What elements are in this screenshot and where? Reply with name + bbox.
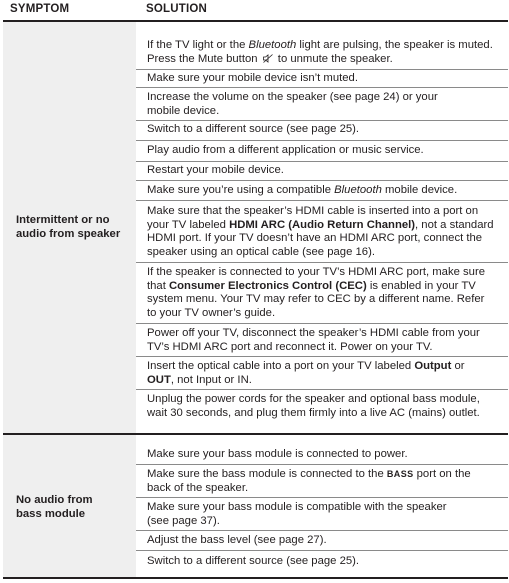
table-header: [0, 0, 509, 20]
solution-column-header: SOLUTION: [146, 3, 208, 15]
solution-item: Make sure you’re using a compatible Bluetooth mobile device.: [147, 184, 458, 196]
row-separator: [136, 530, 508, 531]
row-separator: [136, 464, 508, 465]
row-separator: [136, 87, 508, 88]
solution-item: Play audio from a different application or music service.: [147, 144, 424, 156]
symptom-cell-1: [3, 22, 136, 433]
symptom-cell-2: [3, 435, 136, 577]
solution-item: Adjust the bass level (see page 27).: [147, 534, 327, 546]
symptom-column-header: SYMPTOM: [10, 3, 70, 15]
row-separator: [136, 140, 508, 141]
row-separator: [136, 200, 508, 201]
solution-item: Power off your TV, disconnect the speaker’s HDMI cable from your TV’s HDMI ARC port and reconnect it. Power on your TV.: [147, 327, 480, 353]
solution-item: Insert the optical cable into a port on your TV labeled Output or OUT, not Input or IN.: [147, 360, 465, 386]
row-separator: [136, 69, 508, 70]
mute-icon: [263, 54, 273, 63]
solution-item: Increase the volume on the speaker (see page 24) or your mobile device.: [147, 91, 438, 117]
row-separator: [136, 497, 508, 498]
solution-item: Unplug the power cords for the speaker and optional bass module, wait 30 seconds, and plug them firmly into a live AC (mains) outlet.: [147, 393, 480, 419]
row-separator: [136, 161, 508, 162]
solution-item: Make sure your mobile device isn’t muted.: [147, 72, 358, 84]
solution-item: Switch to a different source (see page 25).: [147, 123, 360, 135]
row-separator: [136, 120, 508, 121]
solution-item: Make sure the bass module is connected to the BASS port on the back of the speaker.: [147, 468, 471, 494]
solution-item: Make sure that the speaker’s HDMI cable is inserted into a port on your TV labeled HDMI ARC (Audio Return Channel), not a standard HDMI port. If your TV doesn’t have an HDMI ARC port, connect the speaker using an optical cable (see page 16).: [147, 205, 494, 258]
row-separator: [136, 356, 508, 357]
solution-item: If the speaker is connected to your TV’s HDMI ARC port, make sure that Consumer Electronics Control (CEC) is enabled in your TV system menu. Your TV may refer to CEC by a different name. Refer to your TV owner’s guide.: [147, 266, 486, 319]
solution-item: Restart your mobile device.: [147, 164, 284, 176]
row-separator: [136, 323, 508, 324]
row-separator: [136, 389, 508, 390]
row-separator: [136, 180, 508, 181]
symptom-label: No audio from bass module: [16, 494, 93, 520]
table-bottom-rule: [3, 577, 508, 579]
symptom-label: Intermittent or no audio from speaker: [16, 214, 121, 240]
solution-item: Make sure your bass module is compatible with the speaker (see page 37).: [147, 501, 447, 527]
row-separator: [136, 262, 508, 263]
solution-item: Switch to a different source (see page 25).: [147, 555, 360, 567]
solution-item: If the TV light or the Bluetooth light are pulsing, the speaker is muted. Press the Mute button to unmute the speaker.: [147, 39, 493, 65]
solution-item: Make sure your bass module is connected to power.: [147, 448, 408, 460]
row-separator: [136, 550, 508, 551]
